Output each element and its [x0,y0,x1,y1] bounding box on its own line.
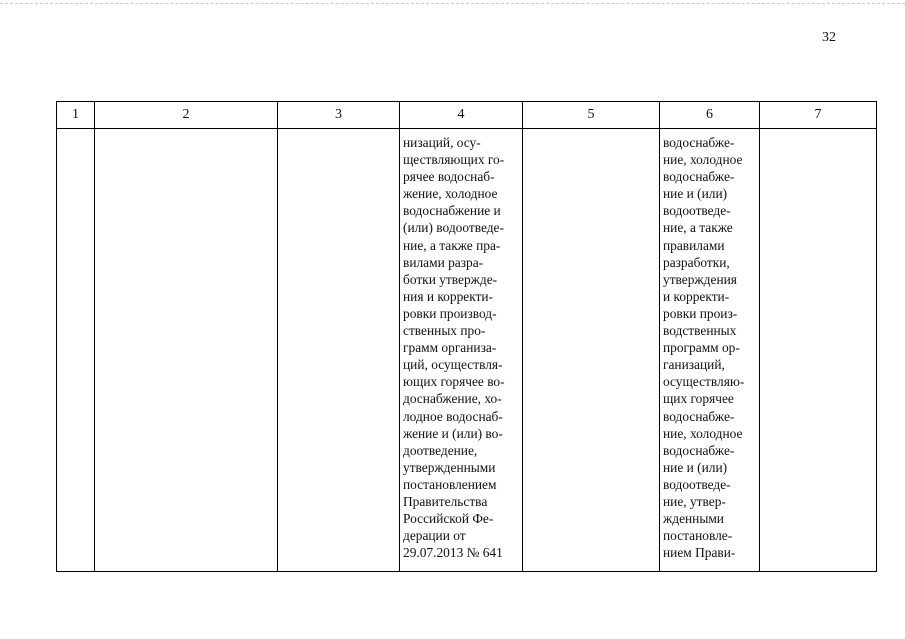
cell-col-4 [400,129,523,572]
column-header-3: 3 [278,102,400,129]
cell-col-7 [760,129,877,572]
cell-col-2-text [95,129,277,134]
column-header-7: 7 [760,102,877,129]
cell-col-1-text [57,129,94,134]
table-header-row [57,102,877,129]
cell-col-2 [95,129,278,572]
document-table [56,101,877,572]
scan-edge-line [0,3,905,4]
cell-col-5-text [523,129,659,134]
cell-col-6-text: водоснабже- ние, холодное водоснабже- ние и (или) водоотведе- ние, а также правилами разработки, утверждения и корректи- ровки произ- водственных программ ор- ганизаций, осуществляю- щих горячее водоснабже- ние, холодное водоснабже- ние и (или) водоотведе- ние, утвер- жденными постановле- нием Прави- [663,135,745,561]
column-header-4: 4 [400,102,523,129]
column-header-6: 6 [660,102,760,129]
cell-col-3-text [278,129,399,134]
cell-col-3 [278,129,400,572]
cell-col-5 [523,129,660,572]
column-header-5: 5 [523,102,660,129]
cell-col-7-text [760,129,876,134]
cell-col-6 [660,129,760,572]
column-header-2: 2 [95,102,278,129]
page-number: 32 [822,30,836,45]
column-header-1: 1 [57,102,95,129]
cell-col-4-text: низаций, осу- ществляющих го- рячее водоснаб- жение, холодное водоснабжение и (или) водоотведе- ние, а также пра- вилами разра- ботки утвержде- ния и корректи- ровки производ- ственных про- грамм организа- ций, осуществля- ющих горячее во- доснабжение, хо- лодное водоснаб- жение и (или) во- доотведение, утвержденными постановлением Правительства Российской Фе- дерации от 29.07.2013 № 641 [403,135,505,561]
cell-col-1 [57,129,95,572]
table-row [57,129,877,572]
